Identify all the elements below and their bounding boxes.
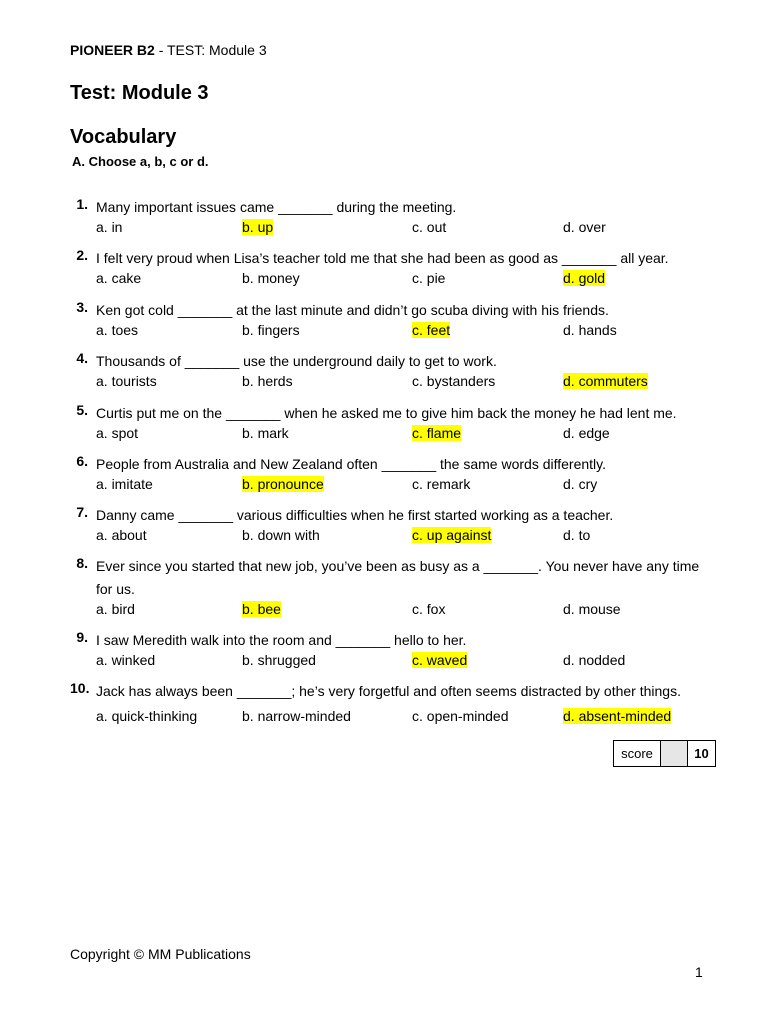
question-number: 1.: [76, 196, 88, 212]
answer-option[interactable]: c. bystanders: [412, 373, 496, 389]
answer-option[interactable]: b. mark: [242, 425, 289, 441]
answer-option[interactable]: b. shrugged: [242, 652, 316, 668]
question-item: [70, 299, 710, 345]
answer-option-selected[interactable]: b. up: [242, 219, 274, 235]
question-stem: Danny came _______ various difficulties when he first started working as a teacher.: [96, 507, 614, 523]
answer-option[interactable]: d. over: [563, 219, 606, 235]
score-label: score: [614, 741, 661, 766]
score-box: [613, 740, 716, 767]
answer-option[interactable]: c. pie: [412, 270, 446, 286]
answer-option[interactable]: a. bird: [96, 601, 135, 617]
question-stem: Many important issues came _______ during the meeting.: [96, 199, 457, 215]
question-number: 7.: [76, 504, 88, 520]
answer-option[interactable]: c. open-minded: [412, 708, 509, 724]
score-max: 10: [694, 746, 709, 761]
question-item: [70, 504, 710, 550]
answer-options: [96, 527, 710, 547]
answer-options: [96, 652, 710, 672]
answer-option-selected[interactable]: d. absent-minded: [563, 708, 672, 724]
answer-option[interactable]: d. to: [563, 527, 591, 543]
answer-option-selected[interactable]: c. up against: [412, 527, 492, 543]
answer-option[interactable]: b. narrow-minded: [242, 708, 351, 724]
answer-option[interactable]: c. fox: [412, 601, 446, 617]
answer-option[interactable]: b. fingers: [242, 322, 300, 338]
answer-option-selected[interactable]: c. flame: [412, 425, 462, 441]
answer-option[interactable]: b. money: [242, 270, 300, 286]
page-header: [70, 42, 267, 58]
answer-option[interactable]: a. imitate: [96, 476, 153, 492]
answer-option[interactable]: a. about: [96, 527, 147, 543]
answer-option[interactable]: a. toes: [96, 322, 139, 338]
answer-option[interactable]: d. edge: [563, 425, 610, 441]
answer-option[interactable]: a. spot: [96, 425, 139, 441]
answer-option[interactable]: b. herds: [242, 373, 293, 389]
question-stem: I saw Meredith walk into the room and _______ hello to her.: [96, 632, 467, 648]
answer-option[interactable]: a. cake: [96, 270, 142, 286]
question-item: [70, 402, 710, 448]
answer-option[interactable]: c. remark: [412, 476, 471, 492]
answer-options: [96, 322, 710, 342]
answer-option-selected[interactable]: c. feet: [412, 322, 451, 338]
question-stem: Curtis put me on the _______ when he asked me to give him back the money he had lent me.: [96, 405, 677, 421]
answer-option-selected[interactable]: d. gold: [563, 270, 606, 286]
question-item: [70, 196, 710, 242]
answer-option[interactable]: d. nodded: [563, 652, 626, 668]
question-number: 6.: [76, 453, 88, 469]
question-number: 3.: [76, 299, 88, 315]
answer-option[interactable]: a. in: [96, 219, 123, 235]
answer-option-selected[interactable]: d. commuters: [563, 373, 648, 389]
answer-options: [96, 708, 710, 728]
answer-options: [96, 219, 710, 239]
question-stem: People from Australia and New Zealand often _______ the same words differently.: [96, 456, 607, 472]
answer-option[interactable]: a. winked: [96, 652, 156, 668]
question-item: [70, 680, 710, 726]
answer-option[interactable]: d. cry: [563, 476, 598, 492]
section-heading: Vocabulary: [70, 126, 177, 148]
question-stem: Jack has always been _______; he’s very forgetful and often seems distracted by other things.: [96, 683, 681, 699]
question-stem: Ever since you started that new job, you’ve been as busy as a _______. You never have any time for us.: [96, 558, 700, 597]
question-number: 2.: [76, 247, 88, 263]
question-stem: Thousands of _______ use the underground daily to get to work.: [96, 353, 497, 369]
question-item: [70, 555, 710, 623]
copyright-footer: Copyright © MM Publications: [70, 946, 251, 962]
answer-options: [96, 270, 710, 290]
page-number: 1: [695, 964, 703, 980]
instruction: A. Choose a, b, c or d.: [72, 154, 209, 169]
answer-option[interactable]: d. mouse: [563, 601, 621, 617]
question-stem: Ken got cold _______ at the last minute and didn’t go scuba diving with his friends.: [96, 302, 609, 318]
answer-option[interactable]: d. hands: [563, 322, 617, 338]
answer-option[interactable]: b. down with: [242, 527, 320, 543]
answer-option-selected[interactable]: c. waved: [412, 652, 468, 668]
answer-option[interactable]: a. tourists: [96, 373, 157, 389]
answer-options: [96, 476, 710, 496]
header-brand: PIONEER B2: [70, 42, 155, 58]
answer-options: [96, 425, 710, 445]
answer-options: [96, 601, 710, 621]
question-number: 8.: [76, 555, 88, 571]
question-stem: I felt very proud when Lisa’s teacher told me that she had been as good as _______ all year.: [96, 250, 669, 266]
answer-option-selected[interactable]: b. pronounce: [242, 476, 324, 492]
question-number: 9.: [76, 629, 88, 645]
question-item: [70, 247, 710, 293]
header-rest: - TEST: Module 3: [154, 42, 267, 58]
question-item: [70, 350, 710, 396]
answer-option-selected[interactable]: b. bee: [242, 601, 281, 617]
answer-option[interactable]: a. quick-thinking: [96, 708, 198, 724]
question-item: [70, 629, 710, 675]
question-number: 4.: [76, 350, 88, 366]
answer-option[interactable]: c. out: [412, 219, 447, 235]
page-title: Test: Module 3: [70, 82, 209, 104]
score-blank[interactable]: [661, 741, 688, 766]
question-number: 5.: [76, 402, 88, 418]
question-number: 10.: [70, 680, 90, 696]
answer-options: [96, 373, 710, 393]
question-item: [70, 453, 710, 499]
